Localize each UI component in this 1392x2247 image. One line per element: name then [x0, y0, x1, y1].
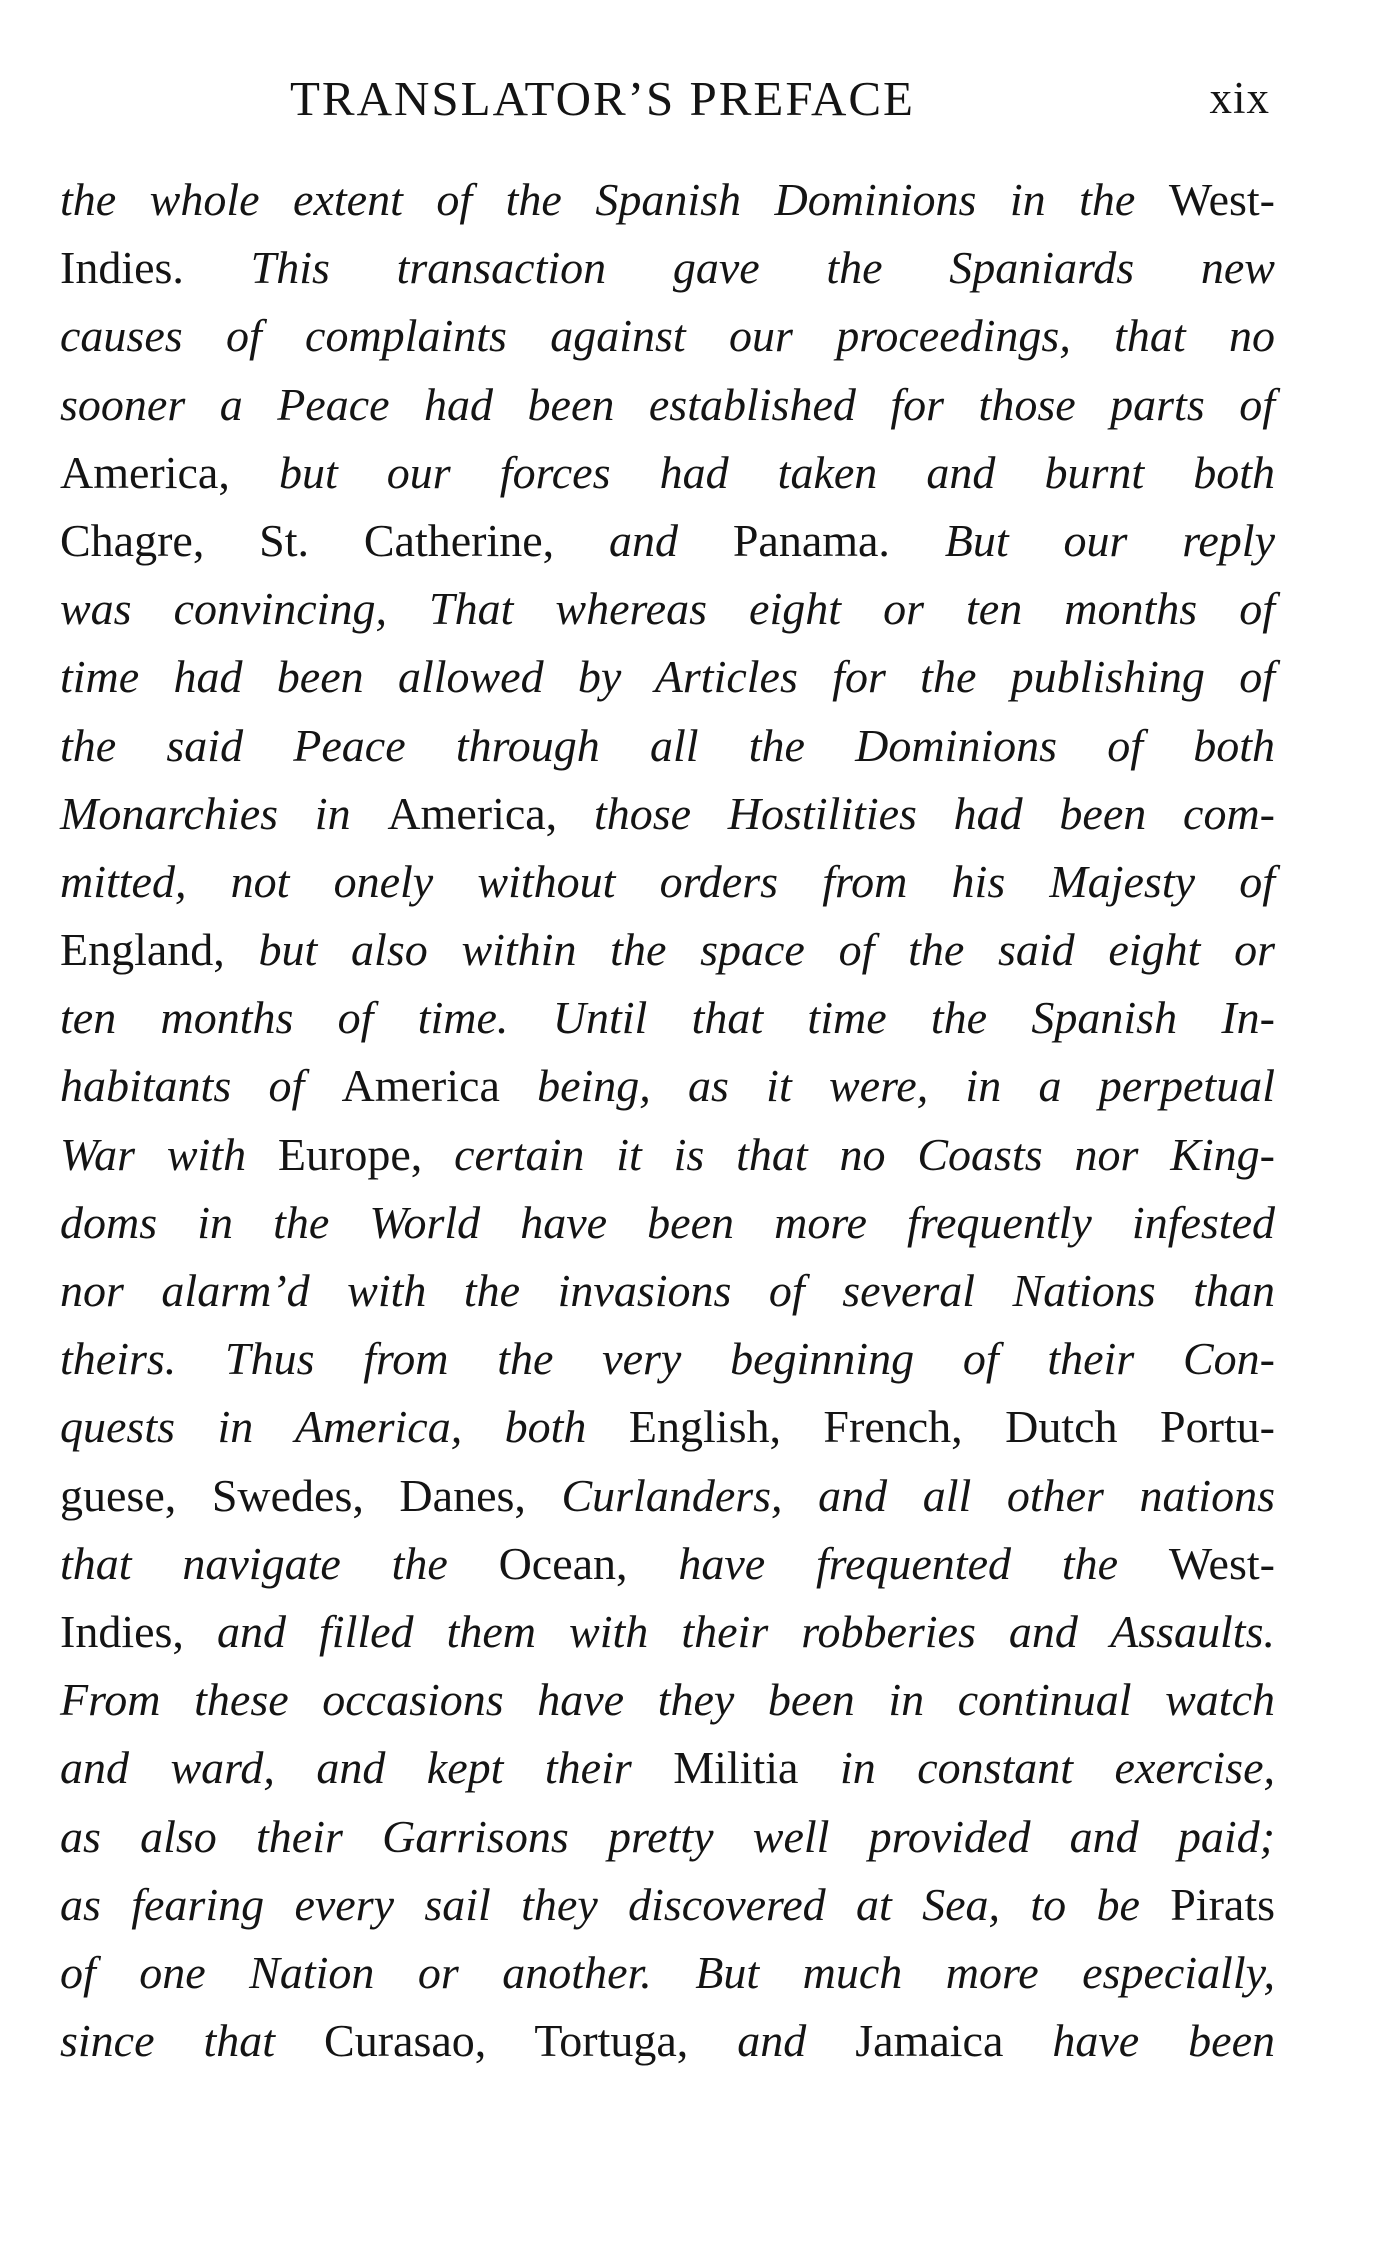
- italic-text-segment: have been: [1052, 2015, 1276, 2067]
- text-line: [60, 1939, 1275, 2007]
- body-text: [60, 166, 1275, 2075]
- roman-text-segment: America,: [60, 446, 279, 498]
- italic-text-segment: But our reply: [944, 514, 1276, 566]
- italic-text-segment: mitted, not onely without orders from his Majesty of: [60, 855, 1275, 907]
- text-line: [60, 439, 1275, 507]
- roman-text-segment: England,: [60, 924, 259, 976]
- italic-text-segment: was convincing, That whereas eight or ten months of: [60, 583, 1275, 635]
- roman-text-segment: West-: [1168, 1537, 1275, 1589]
- italic-text-segment: but also within the space of the said eight or: [258, 924, 1275, 976]
- roman-text-segment: Militia: [673, 1742, 840, 1794]
- italic-text-segment: and: [737, 2015, 856, 2067]
- text-line: [60, 507, 1275, 575]
- text-line: [60, 575, 1275, 643]
- roman-text-segment: Indies.: [60, 242, 251, 294]
- italic-text-segment: nor alarm’d with the invasions of several Nations than: [60, 1265, 1275, 1316]
- text-line: [60, 1666, 1275, 1734]
- text-line: [60, 166, 1275, 234]
- text-line: [60, 1871, 1275, 1939]
- italic-text-segment: quests in America, both: [60, 1401, 629, 1453]
- italic-text-segment: of one Nation or another. But much more especially,: [60, 1946, 1275, 1998]
- text-line: [60, 643, 1275, 711]
- roman-text-segment: guese, Swedes, Danes,: [60, 1469, 562, 1521]
- roman-text-segment: Pirats: [1170, 1878, 1275, 1930]
- italic-text-segment: the whole extent of the Spanish Dominions in the: [60, 174, 1169, 225]
- text-line: [60, 1052, 1275, 1120]
- italic-text-segment: sooner a Peace had been established for those parts of: [60, 378, 1275, 430]
- italic-text-segment: certain it is that no Coasts nor King-: [454, 1128, 1275, 1180]
- text-line: [60, 2007, 1275, 2075]
- text-line: [60, 1803, 1275, 1871]
- italic-text-segment: in constant exercise,: [839, 1742, 1275, 1794]
- italic-text-segment: the said Peace through all the Dominions of both: [60, 719, 1275, 771]
- italic-text-segment: Curlanders, and all other nations: [561, 1469, 1275, 1521]
- italic-text-segment: doms in the World have been more frequently infested: [60, 1196, 1275, 1248]
- italic-text-segment: but our forces had taken and burnt both: [278, 446, 1275, 498]
- text-line: [60, 234, 1275, 302]
- text-line: [60, 1598, 1275, 1666]
- roman-text-segment: Europe,: [277, 1128, 455, 1180]
- text-line: [60, 780, 1275, 848]
- italic-text-segment: as fearing every sail they discovered at Sea, to be: [60, 1878, 1171, 1930]
- page-number: xix: [1209, 73, 1270, 123]
- italic-text-segment: that navigate the: [60, 1537, 499, 1589]
- roman-text-segment: Indies,: [60, 1605, 217, 1657]
- roman-text-segment: Jamaica: [855, 2015, 1053, 2067]
- text-line: [60, 712, 1275, 780]
- italic-text-segment: as also their Garrisons pretty well provided and paid;: [60, 1810, 1275, 1862]
- text-line: [60, 984, 1275, 1052]
- italic-text-segment: and filled them with their robberies and Assaults.: [216, 1605, 1275, 1657]
- page-header: [0, 70, 1392, 140]
- roman-text-segment: English, French, Dutch Portu-: [628, 1401, 1275, 1453]
- text-line: [60, 916, 1275, 984]
- roman-text-segment: America,: [387, 787, 594, 839]
- text-line: [60, 371, 1275, 439]
- text-line: [60, 1257, 1275, 1325]
- italic-text-segment: habitants of: [60, 1060, 342, 1112]
- roman-text-segment: Chagre, St. Catherine,: [60, 514, 609, 566]
- text-line: [60, 848, 1275, 916]
- italic-text-segment: causes of complaints against our proceedings, that no: [60, 310, 1275, 362]
- italic-text-segment: and: [608, 514, 733, 566]
- text-line: [60, 1325, 1275, 1393]
- text-line: [60, 1121, 1275, 1189]
- italic-text-segment: being, as it were, in a perpetual: [537, 1060, 1275, 1112]
- roman-text-segment: Panama.: [732, 514, 945, 566]
- italic-text-segment: have frequented the: [678, 1537, 1169, 1589]
- roman-text-segment: West-: [1168, 174, 1275, 225]
- italic-text-segment: Monarchies in: [60, 787, 388, 839]
- italic-text-segment: War with: [60, 1128, 278, 1180]
- text-line: [60, 302, 1275, 370]
- text-line: [60, 1462, 1275, 1530]
- roman-text-segment: Curasao, Tortuga,: [324, 2015, 738, 2067]
- italic-text-segment: since that: [60, 2015, 325, 2067]
- text-line: [60, 1530, 1275, 1598]
- text-line: [60, 1734, 1275, 1802]
- italic-text-segment: those Hostilities had been com-: [593, 787, 1275, 839]
- italic-text-segment: From these occasions have they been in continual watch: [60, 1674, 1275, 1726]
- italic-text-segment: time had been allowed by Articles for the publishing of: [60, 651, 1275, 703]
- roman-text-segment: Ocean,: [498, 1537, 679, 1589]
- running-title: TRANSLATOR’S PREFACE: [290, 71, 915, 126]
- text-line: [60, 1189, 1275, 1257]
- italic-text-segment: This transaction gave the Spaniards new: [250, 242, 1275, 294]
- roman-text-segment: America: [341, 1060, 538, 1112]
- italic-text-segment: ten months of time. Until that time the Spanish In-: [60, 992, 1275, 1044]
- italic-text-segment: theirs. Thus from the very beginning of their Con-: [60, 1333, 1275, 1385]
- italic-text-segment: and ward, and kept their: [60, 1742, 674, 1794]
- text-line: [60, 1393, 1275, 1461]
